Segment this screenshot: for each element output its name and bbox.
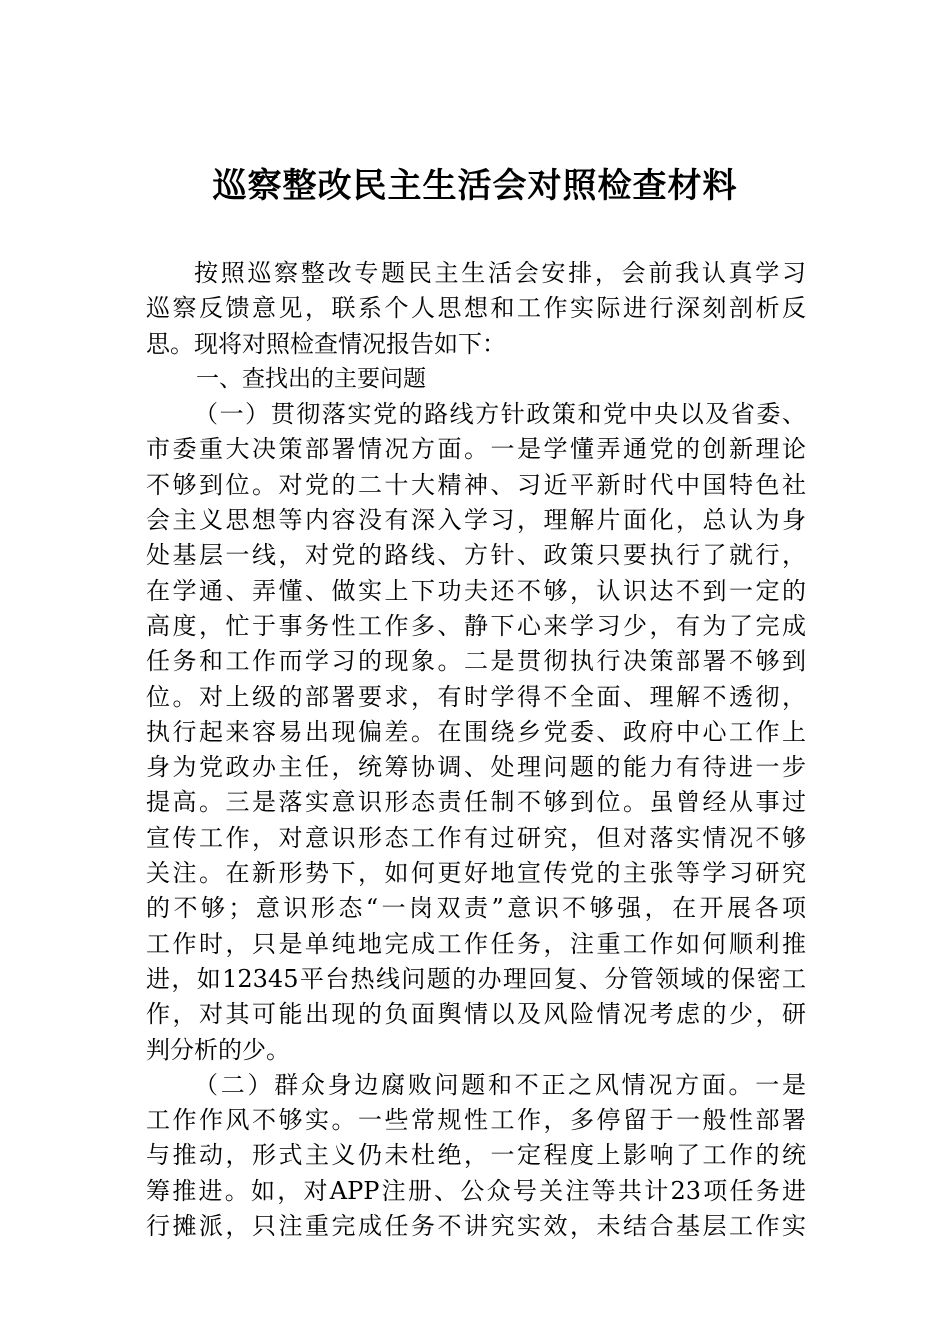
paragraph-line: 巡察反馈意见，联系个人思想和工作实际进行深刻剖析反 <box>146 294 806 323</box>
paragraph-line: 身为党政办主任，统筹协调、处理问题的能力有待进一步 <box>146 753 806 782</box>
paragraph-line: 筹推进。如，对APP注册、公众号关注等共计23项任务进 <box>146 1176 806 1205</box>
paragraph-line: 在学通、弄懂、做实上下功夫还不够，认识达不到一定的 <box>146 576 806 605</box>
paragraph-line: 工作时，只是单纯地完成工作任务，注重工作如何顺利推 <box>146 929 806 958</box>
paragraph-line: 作，对其可能出现的负面舆情以及风险情况考虑的少，研 <box>146 1000 806 1029</box>
paragraph-line: 不够到位。对党的二十大精神、习近平新时代中国特色社 <box>146 470 806 499</box>
paragraph-line: 任务和工作而学习的现象。二是贯彻执行决策部署不够到 <box>146 647 806 676</box>
paragraph-line: 判分析的少。 <box>146 1035 290 1064</box>
paragraph-line: 进，如12345平台热线问题的办理回复、分管领域的保密工 <box>146 964 806 993</box>
paragraph-line: 的不够；意识形态“一岗双责”意识不够强，在开展各项 <box>146 894 806 923</box>
paragraph-line: 与推动，形式主义仍未杜绝，一定程度上影响了工作的统 <box>146 1141 806 1170</box>
paragraph-line: 提高。三是落实意识形态责任制不够到位。虽曾经从事过 <box>146 788 806 817</box>
paragraph-line: 执行起来容易出现偏差。在围绕乡党委、政府中心工作上 <box>146 717 806 746</box>
paragraph-line: 处基层一线，对党的路线、方针、政策只要执行了就行， <box>146 541 806 570</box>
paragraph-line: 会主义思想等内容没有深入学习，理解片面化，总认为身 <box>146 506 806 535</box>
document-title: 巡察整改民主生活会对照检查材料 <box>212 166 738 206</box>
paragraph-line: 工作作风不够实。一些常规性工作，多停留于一般性部署 <box>146 1106 806 1135</box>
paragraph-line: 市委重大决策部署情况方面。一是学懂弄通党的创新理论 <box>146 435 806 464</box>
paragraph-line: 关注。在新形势下，如何更好地宣传党的主张等学习研究 <box>146 859 806 888</box>
section-heading: 一、查找出的主要问题 <box>196 365 426 392</box>
paragraph-line: （一）贯彻落实党的路线方针政策和党中央以及省委、 <box>194 400 806 429</box>
paragraph-line: 位。对上级的部署要求，有时学得不全面、理解不透彻， <box>146 682 806 711</box>
paragraph-line: 按照巡察整改专题民主生活会安排，会前我认真学习 <box>194 259 806 287</box>
paragraph-line: 宣传工作，对意识形态工作有过研究，但对落实情况不够 <box>146 823 806 852</box>
paragraph-line: 高度，忙于事务性工作多、静下心来学习少，有为了完成 <box>146 611 806 640</box>
paragraph-line: （二）群众身边腐败问题和不正之风情况方面。一是 <box>194 1070 806 1099</box>
paragraph-line: 思。现将对照检查情况报告如下： <box>146 329 506 358</box>
document-body <box>146 256 806 1244</box>
paragraph-line: 行摊派，只注重完成任务不讲究实效，未结合基层工作实 <box>146 1212 806 1241</box>
